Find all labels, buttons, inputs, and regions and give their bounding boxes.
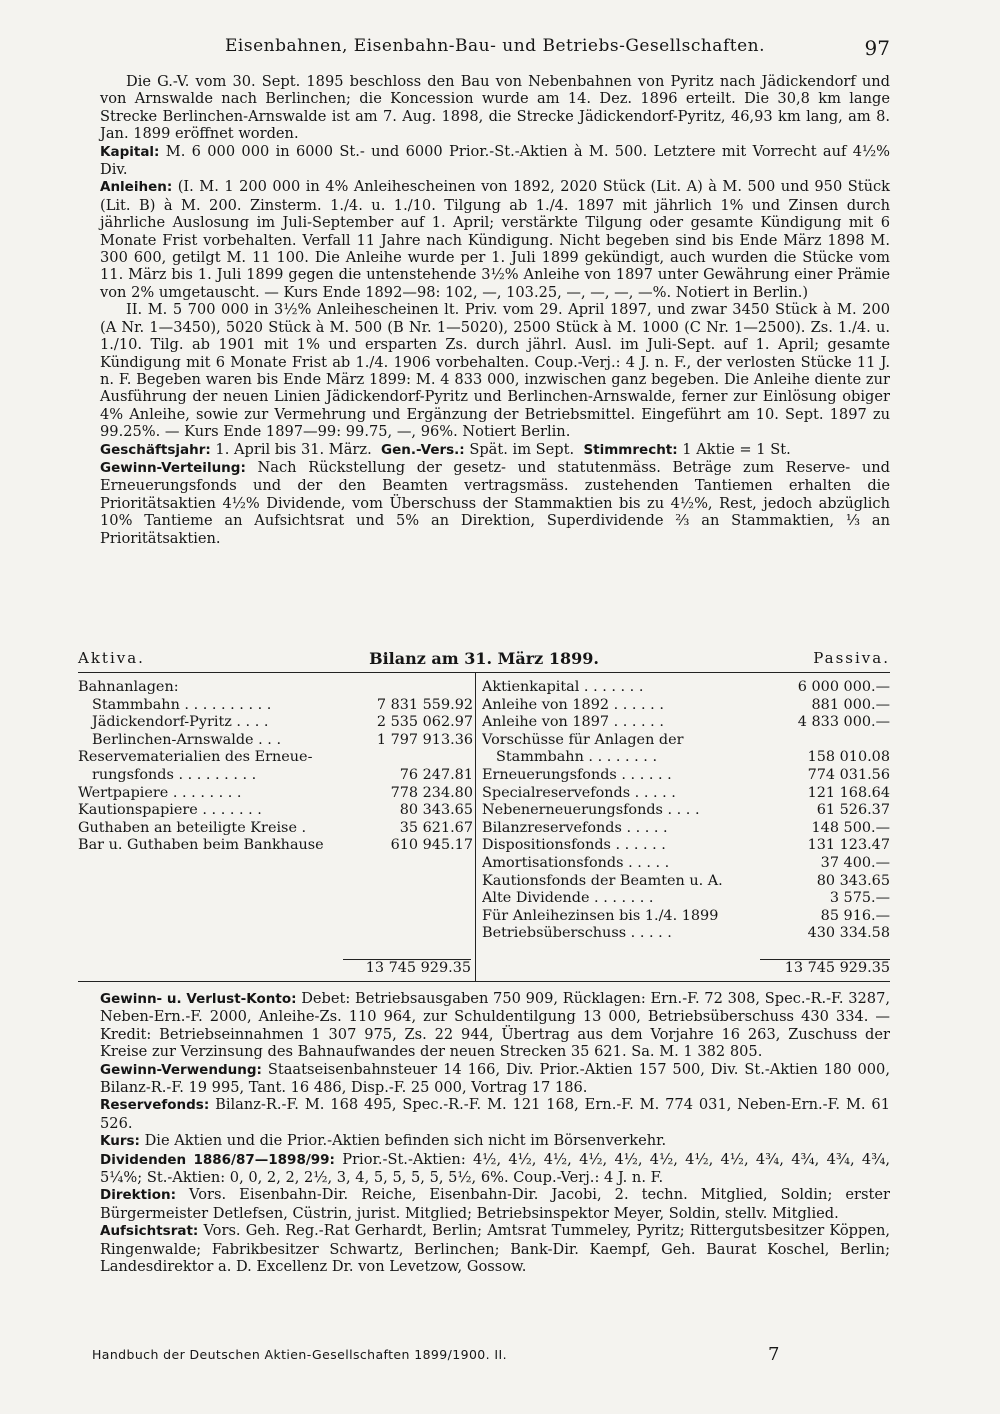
passiva-row [482, 837, 890, 855]
passiva-label: Specialreservefonds . . . . . [482, 784, 676, 801]
aktiva-label: Berlinchen-Arnswalde . . . [92, 731, 282, 748]
paragraph-dividenden: Dividenden 1886/87—1898/99: Prior.-St.-Aktien: 4½, 4½, 4½, 4½, 4½, 4½, 4½, 4½, 4¾, 4¾, 4¾, 4¾, 5¼%; St.-Aktien: 0, 0, 2, 2, 2½, 3, 4, 5, 5, 5, 5, 5½, 6%. Coup.-Verj.: 4 J. n. F. [100, 1150, 891, 1187]
bilanz-title: Bilanz am 31. März 1899. [369, 649, 599, 668]
passiva-amount: 430 334.58 [804, 925, 890, 943]
aktiva-row [78, 679, 473, 697]
passiva-label: Betriebsüberschuss . . . . . [482, 925, 672, 942]
aktiva-label: Bar u. Guthaben beim Bankhause [78, 837, 324, 854]
passiva-label: Stammbahn . . . . . . . . [496, 749, 658, 766]
passiva-amount: 85 916.— [817, 908, 890, 926]
aktiva-label: Stammbahn . . . . . . . . . . [92, 696, 272, 713]
passiva-label: Bilanzreservefonds . . . . . [482, 819, 668, 836]
aktiva-amount: 80 343.65 [396, 802, 473, 820]
aktiva-row [78, 697, 473, 715]
aktiva-amount: 7 831 559.92 [373, 697, 473, 715]
aktiva-row [78, 767, 473, 785]
passiva-label: Für Anleihezinsen bis 1./4. 1899 [482, 907, 719, 924]
aktiva-amount: 76 247.81 [396, 767, 473, 785]
passiva-label: Anleihe von 1892 . . . . . . [482, 696, 664, 713]
paragraph-geschaeftsjahr: Geschäftsjahr: 1. April bis 31. März. Gen.-Vers.: Spät. im Sept. Stimmrecht: 1 Aktie = 1 St. [100, 440, 791, 458]
passiva-amount: 6 000 000.— [794, 679, 890, 697]
aktiva-row [78, 732, 473, 750]
column-divider [475, 673, 476, 981]
aktiva-label: rungsfonds . . . . . . . . . [92, 766, 257, 783]
passiva-row [482, 767, 890, 785]
text-block-lower [100, 990, 890, 1276]
aktiva-label: Guthaben an beteiligte Kreise . [78, 819, 307, 836]
passiva-row [482, 820, 890, 838]
passiva-amount: 80 343.65 [813, 873, 890, 891]
aktiva-row [78, 802, 473, 820]
aktiva-row [78, 820, 473, 838]
passiva-label: Alte Dividende . . . . . . . [482, 890, 654, 907]
passiva-row [482, 908, 890, 926]
paragraph-aufsichtsrat: Aufsichtsrat: Vors. Geh. Reg.-Rat Gerhardt, Berlin; Amtsrat Tummeley, Pyritz; Rittergutsbesitzer Köppen, Ringenwalde; Fabrikbesitzer Schwartz, Berlinchen; Bank-Dir. Kaempf, Geh. Baurat Koschel, Berlin; Landesdirektor a. D. Excellenz Dr. von Levetzow, Gossow. [100, 1222, 890, 1276]
aktiva-row [78, 714, 473, 732]
aktiva-amount: 610 945.17 [387, 837, 473, 855]
passiva-heading: Passiva. [813, 649, 890, 667]
paragraph-gewinn-verwendung: Gewinn-Verwendung: Staatseisenbahnsteuer 14 166, Div. Prior.-Aktien 157 500, Div. St.-Aktien 180 000, Bilanz-R.-F. 19 995, Tant. 16 486, Disp.-F. 25 000, Vortrag 17 186. [100, 1060, 890, 1097]
paragraph-history: Die G.-V. vom 30. Sept. 1895 beschloss den Bau von Nebenbahnen von Pyritz nach Jädickendorf und von Arnswalde nach Berlinchen; die Koncession wurde am 14. Dez. 1896 erteilt. Die 30,8 km lange Strecke Berlinchen-Arnswalde ist am 7. Aug. 1898, die Strecke Jädickendorf-Pyritz, 46,93 km lang, am 8. Jan. 1899 eröffnet worden. [100, 73, 890, 143]
page-footer [92, 1344, 792, 1365]
footer-text: Handbuch der Deutschen Aktien-Gesellschaften 1899/1900. II. [92, 1347, 507, 1362]
bilanz-heading [78, 649, 890, 669]
passiva-label: Anleihe von 1897 . . . . . . [482, 714, 664, 731]
passiva-amount: 3 575.— [826, 890, 890, 908]
passiva-row [482, 925, 890, 943]
aktiva-label: Reservematerialien des Erneue- [78, 749, 313, 766]
text-block-upper [100, 73, 890, 547]
aktiva-row [78, 785, 473, 803]
aktiva-amount: 1 797 913.36 [373, 732, 473, 750]
aktiva-label: Bahnanlagen: [78, 679, 179, 695]
aktiva-label: Wertpapiere . . . . . . . . [78, 784, 242, 801]
passiva-amount: 148 500.— [808, 820, 890, 838]
passiva-label: Vorschüsse für Anlagen der [482, 731, 684, 748]
passiva-row [482, 697, 890, 715]
passiva-amount: 774 031.56 [804, 767, 890, 785]
passiva-row [482, 802, 890, 820]
passiva-label: Nebenerneuerungsfonds . . . . [482, 802, 700, 819]
passiva-label: Kautionsfonds der Beamten u. A. [482, 872, 723, 889]
passiva-amount: 37 400.— [817, 855, 890, 873]
passiva-amount: 61 526.37 [813, 802, 890, 820]
aktiva-label: Kautionspapiere . . . . . . . [78, 802, 262, 819]
aktiva-row [78, 749, 473, 767]
paragraph-kapital: Kapital: M. 6 000 000 in 6000 St.- und 6000 Prior.-St.-Aktien à M. 500. Letztere mit Vorrecht auf 4½% Div. [100, 142, 890, 179]
aktiva-label: Jädickendorf-Pyritz . . . . [92, 714, 269, 731]
aktiva-row [78, 837, 473, 855]
aktiva-heading: Aktiva. [78, 649, 145, 667]
paragraph-gv-konto: Gewinn- u. Verlust-Konto: Debet: Betriebsausgaben 750 909, Rücklagen: Ern.-F. 72 308, Spec.-R.-F. 3287, Neben-Ern.-F. 2000, Anleihe-Zs. 110 964, zur Schuldentilgung 13 000, Betriebsüberschuss 430 334. — Kredit: Betriebseinnahmen 1 307 975, Zs. 22 944, Übertrag aus dem Vorjahre 16 263, Zuschuss der Kreise zur Verzinsung des Bahnaufwandes der neuen Strecken 35 621. Sa. M. 1 382 805. [100, 990, 891, 1061]
page-number: 97 [864, 36, 890, 60]
passiva-row [482, 714, 890, 732]
passiva-label: Dispositionsfonds . . . . . . [482, 837, 666, 854]
passiva-amount: 158 010.08 [804, 749, 890, 767]
passiva-row [482, 749, 890, 767]
passiva-label: Erneuerungsfonds . . . . . . [482, 766, 672, 783]
passiva-row [482, 873, 890, 891]
passiva-total: 13 745 929.35 [760, 959, 890, 977]
passiva-amount: 121 168.64 [804, 785, 890, 803]
passiva-row [482, 890, 890, 908]
passiva-amount: 4 833 000.— [794, 714, 890, 732]
passiva-column [482, 679, 890, 943]
aktiva-column [78, 679, 473, 855]
passiva-label: Amortisationsfonds . . . . . [482, 854, 670, 871]
passiva-row [482, 855, 890, 873]
running-title: Eisenbahnen, Eisenbahn-Bau- und Betriebs-Gesellschaften. [225, 36, 765, 56]
aktiva-amount: 35 621.67 [396, 820, 473, 838]
paragraph-direktion: Direktion: Vors. Eisenbahn-Dir. Reiche, Eisenbahn-Dir. Jacobi, 2. techn. Mitglied, Soldin; erster Bürgermeister Detlefsen, Cüstrin, jurist. Mitglied; Betriebsinspektor Meyer, Soldin, stellv. Mitglied. [100, 1186, 890, 1222]
passiva-row [482, 679, 890, 697]
page-header [100, 36, 890, 60]
paragraph-gewinn-verteilung: Gewinn-Verteilung: Nach Rückstellung der gesetz- und statutenmäss. Beträge zum Reserve- und Erneuerungsfonds und der den Beamten vertragsmäss. zustehenden Tantiemen erhalten die Prioritätsaktien 4½% Dividende, vom Überschuss der Stammaktien bis zu 4½%, Rest, jedoch abzüglich 10% Tantieme an Aufsichtsrat und 5% an Direktion, Superdividende ⅔ an Stammaktien, ⅓ an Prioritätsaktien. [100, 458, 890, 547]
aktiva-amount: 778 234.80 [387, 785, 473, 803]
paragraph-kurs: Kurs: Die Aktien und die Prior.-Aktien befinden sich nicht im Börsenverkehr. [100, 1132, 667, 1150]
aktiva-total: 13 745 929.35 [343, 959, 471, 977]
passiva-label: Aktienkapital . . . . . . . [482, 679, 644, 695]
bilanz-table [78, 672, 890, 982]
passiva-row [482, 785, 890, 803]
signature-mark: 7 [768, 1344, 780, 1365]
passiva-row [482, 732, 890, 750]
paragraph-reservefonds: Reservefonds: Bilanz-R.-F. M. 168 495, Spec.-R.-F. M. 121 168, Ern.-F. M. 774 031, Neben-Ern.-F. M. 61 526. [100, 1096, 890, 1132]
passiva-amount: 131 123.47 [804, 837, 890, 855]
passiva-amount: 881 000.— [808, 697, 890, 715]
aktiva-amount: 2 535 062.97 [373, 714, 473, 732]
paragraph-anleihe-ii: II. M. 5 700 000 in 3½% Anleihescheinen lt. Priv. vom 29. April 1897, und zwar 3450 Stück à M. 200 (A Nr. 1—3450), 5020 Stück à M. 500 (B Nr. 1—5020), 2500 Stück à M. 1000 (C Nr. 1—2500). Zs. 1./4. u. 1./10. Tilg. ab 1901 mit 1% und ersparten Zs. durch jährl. Ausl. im Juli-Sept. auf 1. April; gesamte Kündigung mit 6 Monate Frist ab 1./4. 1906 vorbehalten. Coup.-Verj.: 4 J. n. F., der verlosten Stücke 11 J. n. F. Begeben waren bis Ende März 1899: M. 4 833 000, inzwischen ganz begeben. Die Anleihe diente zur Ausführung der neuen Linien Jädickendorf-Pyritz und Berlinchen-Arnswalde, ferner zur Einlösung obiger 4% Anleihe, sowie zur Vermehrung und Ergänzung der Betriebsmittel. Eingeführt am 10. Sept. 1897 zu 99.25%. — Kurs Ende 1897—99: 99.75, —, 96%. Notiert Berlin. [100, 301, 890, 441]
paragraph-anleihen: Anleihen: (I. M. 1 200 000 in 4% Anleihescheinen von 1892, 2020 Stück (Lit. A) à M. 500 und 950 Stück (Lit. B) à M. 200. Zinsterm. 1./4. u. 1./10. Tilgung ab 1./4. 1897 mit jährlich 1% und Zinsen durch jährliche Auslosung im Juli-September auf 1. April; verstärkte Tilgung oder gesamte Kündigung mit 6 Monate Frist vorbehalten. Verfall 11 Jahre nach Kündigung. Nicht begeben sind bis Ende März 1898 M. 300 600, getilgt M. 11 100. Die Anleihe wurde per 1. Juli 1899 gekündigt, auch wurden die Stücke vom 11. März bis 1. Juli 1899 gegen die untenstehende 3½% Anleihe von 1897 unter Gewährung einer Prämie von 2% umgetauscht. — Kurs Ende 1892—98: 102, —, 103.25, —, —, —, —%. Notiert in Berlin.) [100, 178, 890, 301]
